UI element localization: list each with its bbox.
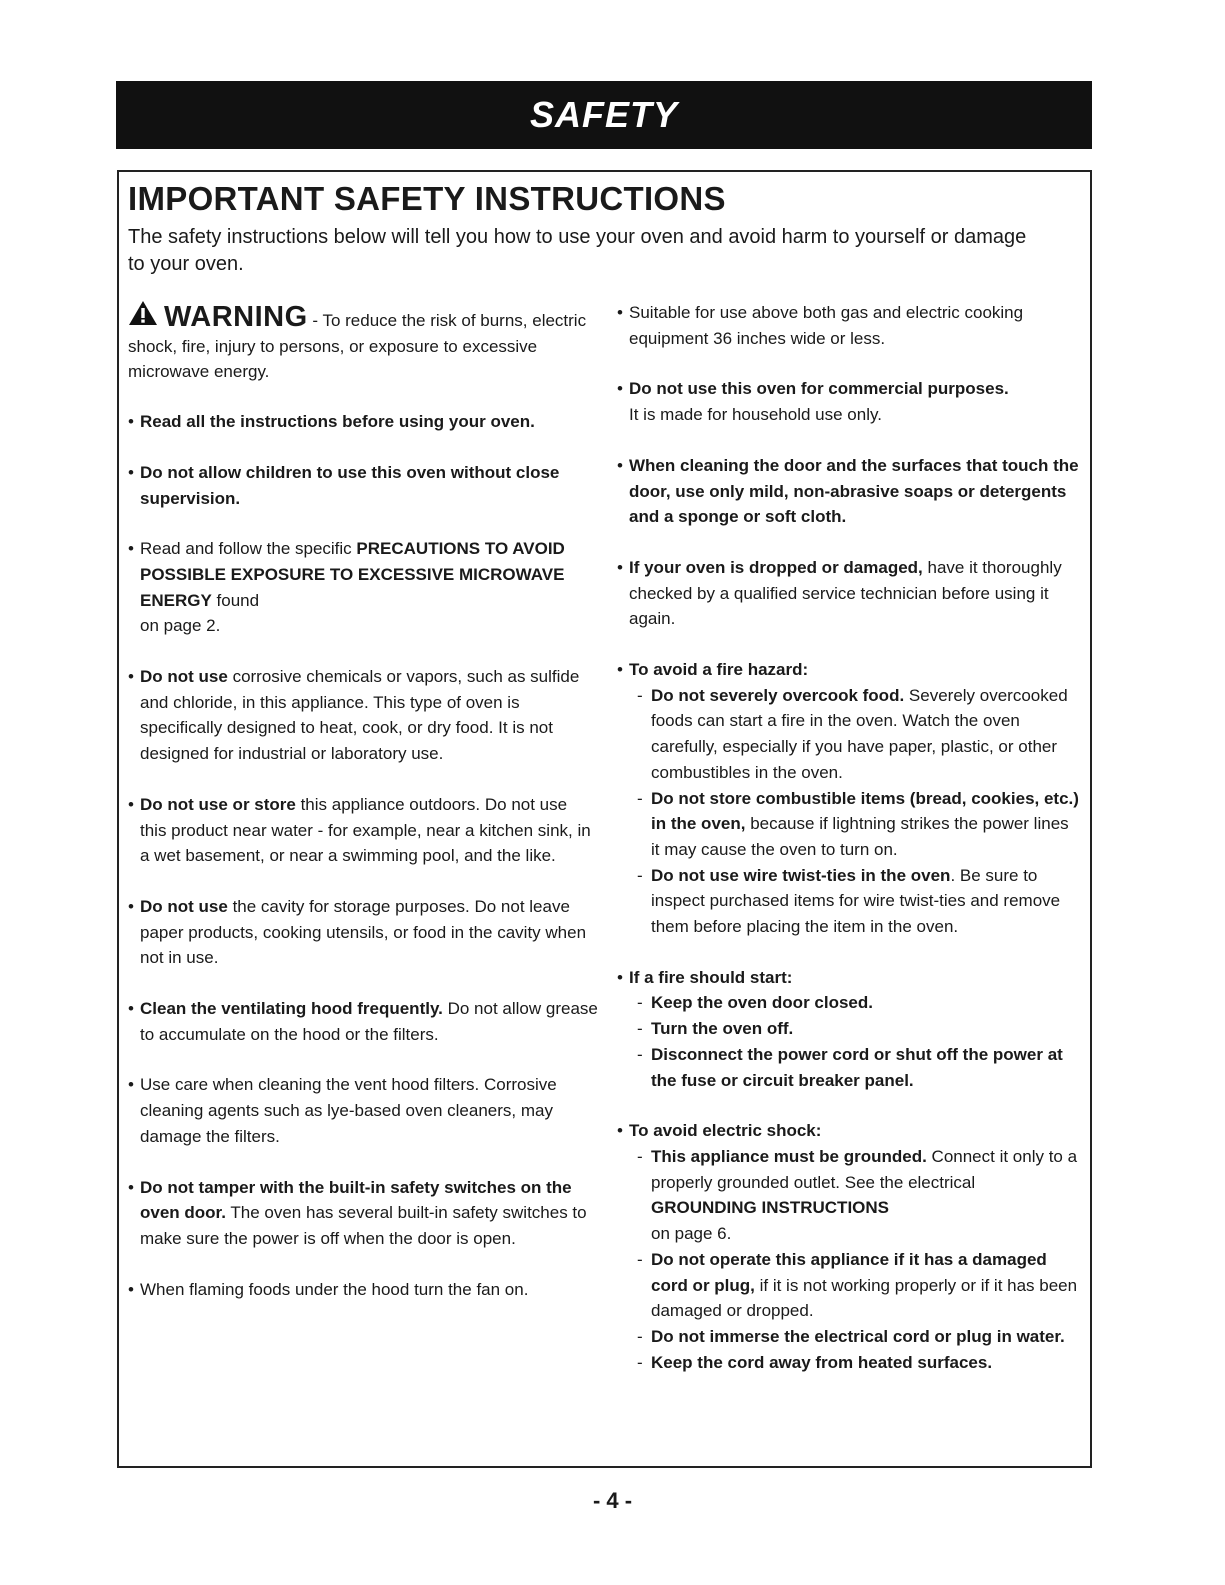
list-item: • When cleaning the door and the surfaces that touch the door, use only mild, non-abrasive soaps or detergents and a sponge or soft cloth. [617, 453, 1079, 530]
bullet-icon: • [128, 896, 134, 916]
list-item: • Do not tamper with the built-in safety switches on the oven door. The oven has several built-in safety switches to make sure the power is off when the door is open. [128, 1175, 598, 1252]
sub-item: - Disconnect the power cord or shut off the power at the fuse or circuit breaker panel. [637, 1044, 1063, 1090]
bullet-icon: • [128, 794, 134, 814]
list-item: • Clean the ventilating hood frequently. Do not allow grease to accumulate on the hood or the filters. [128, 996, 598, 1047]
bullet-icon: • [617, 379, 623, 399]
sub-item: - Do not severely overcook food. Severely overcooked foods can start a fire in the oven. Watch the oven carefully, especially if you have paper, plastic, or other combustibles in the oven. [637, 685, 1068, 782]
warning-block [128, 300, 598, 385]
warning-triangle-icon [128, 300, 158, 326]
sub-item: - Do not immerse the electrical cord or plug in water. [637, 1326, 1065, 1346]
bullet-icon: • [128, 999, 134, 1019]
list-item: • Read and follow the specific PRECAUTIONS TO AVOID POSSIBLE EXPOSURE TO EXCESSIVE MICROWAVE ENERGY found on page 2. [128, 536, 598, 639]
intro-paragraph: The safety instructions below will tell you how to use your oven and avoid harm to yourself or damage to your oven. [128, 226, 1027, 275]
bullet-icon: • [128, 667, 134, 687]
sub-item: - Turn the oven off. [637, 1019, 794, 1039]
sub-item: - Do not store combustible items (bread, cookies, etc.) in the oven, because if lightning strikes the power lines it may cause the oven to turn on. [637, 788, 1079, 859]
bullet-icon: • [617, 455, 623, 475]
list-item: • Do not use corrosive chemicals or vapors, such as sulfide and chloride, in this appliance. This type of oven is specifically designed to heat, cook, or dry food. It is not designed for industrial or laboratory use. [128, 664, 598, 767]
sub-item: - This appliance must be grounded. Connect it only to a properly grounded outlet. See the electrical GROUNDING INSTRUCTIONS on page 6. [637, 1146, 1078, 1244]
list-item: • Do not use or store this appliance outdoors. Do not use this product near water - for example, near a kitchen sink, in a wet basement, or near a swimming pool, and the like. [128, 792, 598, 869]
section-title: SAFETY [529, 94, 678, 135]
bullet-icon: • [128, 1075, 134, 1095]
right-column [617, 300, 1079, 1375]
bullet-icon: • [617, 967, 623, 987]
page-number: - 4 - [592, 1488, 633, 1513]
bullet-icon: • [617, 557, 623, 577]
bullet-icon: • [617, 1121, 623, 1141]
sub-item: - Keep the oven door closed. [637, 993, 873, 1013]
warning-text: - To reduce the risk of burns, electric shock, fire, injury to persons, or exposure to excessive microwave energy. [128, 311, 587, 382]
sub-item: - Keep the cord away from heated surfaces. [637, 1352, 993, 1372]
left-column [128, 300, 598, 1302]
sub-item: - Do not operate this appliance if it has a damaged cord or plug, if it is not working properly or if it has been damaged or dropped. [637, 1249, 1078, 1321]
page-heading: IMPORTANT SAFETY INSTRUCTIONS [128, 180, 726, 217]
bullet-icon: • [128, 412, 134, 432]
bullet-icon: • [128, 539, 134, 559]
bullet-icon: • [128, 1177, 134, 1197]
list-item: • Suitable for use above both gas and electric cooking equipment 36 inches wide or less. [617, 300, 1079, 351]
list-item: • Do not use the cavity for storage purposes. Do not leave paper products, cooking utensils, or food in the cavity when not in use. [128, 894, 598, 971]
bullet-icon: • [617, 303, 623, 322]
list-item: • When flaming foods under the hood turn the fan on. [128, 1277, 598, 1303]
bullet-icon: • [617, 660, 623, 680]
warning-label: WARNING [164, 301, 308, 333]
list-item: • To avoid a fire hazard: - Do not severely overcook food. Severely overcooked foods can start a fire in the oven. Watch the oven carefully, especially if you have paper, plastic, or other combustibles in the oven. - Do not store combustible items (bread, cookies, etc.) in the oven, because if lightning strikes the power lines it may cause the oven to turn on. - Do not use wire twist-ties in the oven. Be sure to inspect purchased items for wire twist-ties and remove them before placing the item in the oven. [617, 657, 1079, 940]
section-banner [116, 81, 1092, 149]
list-item: • Do not allow children to use this oven without close supervision. [128, 460, 598, 511]
bullet-icon: • [128, 462, 134, 482]
warning-heading [128, 300, 308, 331]
bullet-icon: • [128, 1279, 134, 1299]
sub-item: - Do not use wire twist-ties in the oven. Be sure to inspect purchased items for wire twist-ties and remove them before placing the item in the oven. [637, 865, 1061, 937]
list-item: • Read all the instructions before using your oven. [128, 409, 598, 435]
list-item: • If a fire should start: - Keep the oven door closed. - Turn the oven off. - Disconnect the power cord or shut off the power at the fuse or circuit breaker panel. [617, 965, 1079, 1094]
list-item: • Use care when cleaning the vent hood filters. Corrosive cleaning agents such as lye-based oven cleaners, may damage the filters. [128, 1072, 598, 1149]
list-item: • To avoid electric shock: - This appliance must be grounded. Connect it only to a properly grounded outlet. See the electrical GROUNDING INSTRUCTIONS on page 6. - Do not operate this appliance if it has a damaged cord or plug, if it is not working properly or if it has been damaged or dropped. - Do not immerse the electrical cord or plug in water. - Keep the cord away from heated surfaces. [617, 1118, 1079, 1375]
list-item: • Do not use this oven for commercial purposes. It is made for household use only. [617, 376, 1079, 427]
list-item: • If your oven is dropped or damaged, have it thoroughly checked by a qualified service technician before using it again. [617, 555, 1079, 632]
